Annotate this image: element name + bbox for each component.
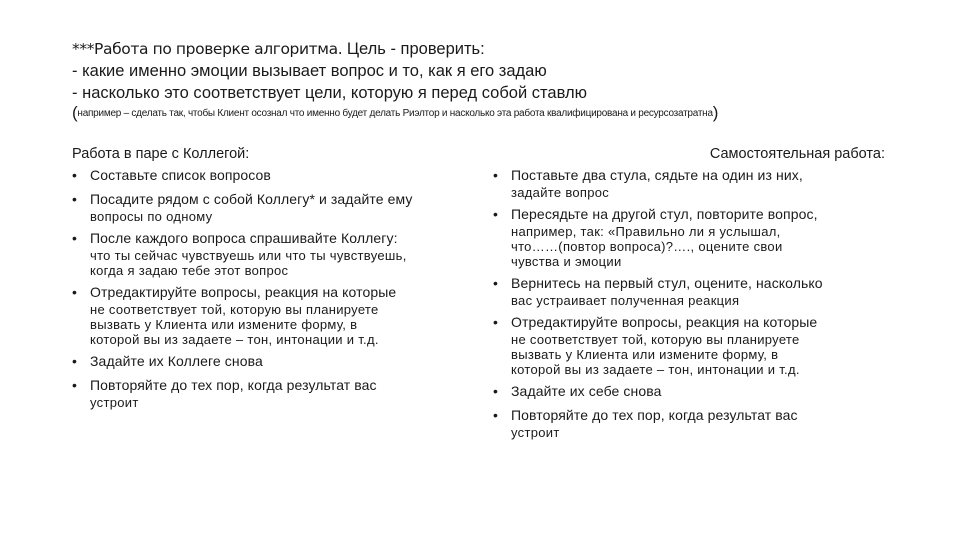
bullet-icon: •	[493, 206, 498, 222]
bullet-icon: •	[493, 167, 498, 183]
task-title: ***Работа по проверке алгоритма.	[72, 40, 343, 58]
list-item-text: После каждого вопроса спрашивайте Коллегу:	[90, 230, 398, 246]
list-item-text: Составьте список вопросов	[90, 167, 271, 183]
list-item-continuation: вызвать у Клиента или измените форму, в	[90, 317, 358, 332]
bullet-icon: •	[493, 407, 498, 423]
list-item	[72, 283, 472, 347]
list-item-continuation: что ты сейчас чувствуешь или что ты чувствуешь,	[90, 248, 407, 263]
list-item-text: Повторяйте до тех пор, когда результат вас	[90, 377, 377, 393]
list-item	[493, 274, 889, 308]
bullet-icon: •	[72, 377, 77, 393]
list-item	[72, 352, 472, 371]
list-item-text: Задайте их Коллеге снова	[90, 353, 263, 369]
note-close-paren: )	[712, 103, 719, 122]
list-item	[493, 166, 889, 200]
list-item	[493, 205, 889, 269]
list-item-continuation: устроит	[511, 425, 560, 440]
list-item	[493, 406, 889, 440]
solo-work-title: Самостоятельная работа:	[709, 146, 885, 162]
list-item-continuation: что……(повтор вопроса)?…., оцените свои	[511, 239, 783, 254]
pair-work-title: Работа в паре с Коллегой:	[72, 146, 250, 162]
pair-work-list	[72, 166, 472, 410]
bullet-icon: •	[72, 167, 77, 183]
bullet-icon: •	[493, 314, 498, 330]
solo-work-column	[493, 144, 889, 445]
bullet-icon: •	[72, 191, 77, 207]
list-item-continuation: не соответствует той, которую вы планируете	[511, 332, 800, 347]
list-item-continuation: например, так: «Правильно ли я услышал,	[511, 224, 781, 239]
goal-line-alignment: - насколько это соответствует цели, которую я перед собой ставлю	[72, 84, 587, 102]
list-item-text: Задайте их себе снова	[511, 383, 662, 399]
list-item-continuation: не соответствует той, которую вы планируете	[90, 302, 379, 317]
list-item	[72, 376, 472, 410]
list-item	[72, 229, 472, 278]
note-open-paren: (	[72, 103, 78, 122]
task-header	[72, 38, 892, 123]
pair-work-column	[72, 144, 472, 415]
list-item-continuation: которой вы из задаете – тон, интонации и т.д.	[511, 362, 800, 377]
list-item-continuation: когда я задаю тебе этот вопрос	[90, 263, 289, 278]
list-item-continuation: вопросы по одному	[90, 209, 213, 224]
list-item	[72, 166, 472, 185]
goal-line-emotions: - какие именно эмоции вызывает вопрос и то, как я его задаю	[72, 62, 547, 80]
list-item-text: Вернитесь на первый стул, оцените, насколько	[511, 275, 823, 291]
list-item-continuation: чувства и эмоции	[511, 254, 622, 269]
list-item-text: Отредактируйте вопросы, реакция на которые	[511, 314, 818, 330]
note-text: например – сделать так, чтобы Клиент осознал что именно будет делать Риэлтор и насколько эта работа квалифицирована и ресурсозатратна	[77, 108, 713, 119]
list-item	[493, 313, 889, 377]
bullet-icon: •	[493, 275, 498, 291]
list-item-continuation: которой вы из задаете – тон, интонации и т.д.	[90, 332, 379, 347]
list-item-continuation: вызвать у Клиента или измените форму, в	[511, 347, 779, 362]
list-item-text: Повторяйте до тех пор, когда результат вас	[511, 407, 798, 423]
list-item	[493, 382, 889, 401]
list-item-text: Отредактируйте вопросы, реакция на которые	[90, 284, 397, 300]
bullet-icon: •	[72, 284, 77, 300]
list-item-text: Пересядьте на другой стул, повторите вопрос,	[511, 206, 818, 222]
example-note	[72, 104, 892, 123]
task-goal-label: Цель - проверить:	[342, 40, 485, 58]
list-item-continuation: задайте вопрос	[511, 185, 610, 200]
list-item-continuation: вас устраивает полученная реакция	[511, 293, 740, 308]
task-title-line	[72, 38, 892, 60]
bullet-icon: •	[493, 383, 498, 399]
bullet-icon: •	[72, 230, 77, 246]
bullet-icon: •	[72, 353, 77, 369]
list-item	[72, 190, 472, 224]
solo-work-list	[493, 166, 889, 440]
list-item-text: Поставьте два стула, сядьте на один из них,	[511, 167, 803, 183]
list-item-text: Посадите рядом с собой Коллегу* и задайте ему	[90, 191, 413, 207]
list-item-continuation: устроит	[90, 395, 139, 410]
